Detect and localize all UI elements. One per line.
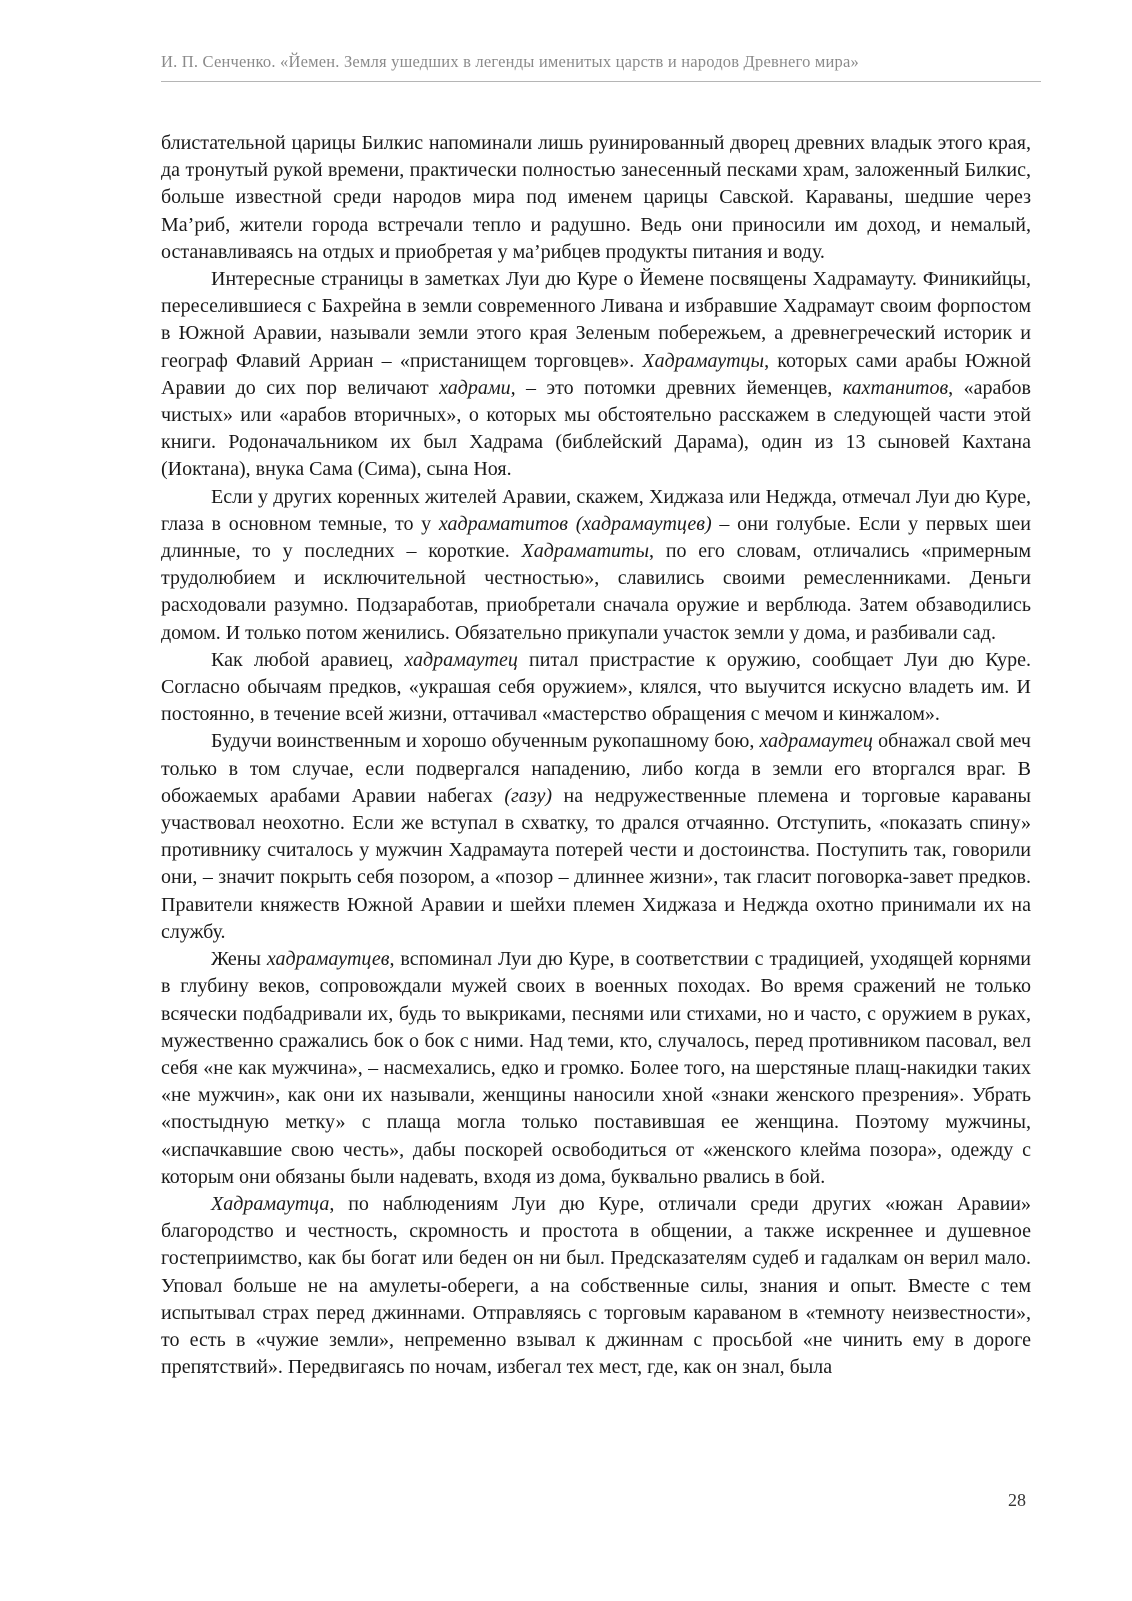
emphasized-term: Хадрамаутца [211, 1192, 330, 1215]
emphasized-term: (газу) [504, 784, 552, 807]
emphasized-term: хадрами, [439, 376, 516, 399]
paragraph: Жены хадрамаутцев, вспоминал Луи дю Куре, в соответствии с традицией, уходящей корнями в глубину веков, сопровождали мужей своих в военных походах. Во время сражений не только всячески подбадривали их, будь то выкриками, песнями или стихами, но и часто, с оружием в руках, мужественно сражались бок о бок с ними. Над теми, кто, случалось, перед противником пасовал, вел себя «не как мужчина», – насмехались, едко и громко. Более того, на шерстяные плащ-накидки таких «не мужчин», как они их называли, женщины наносили хной «знаки женского презрения». Убрать «постыдную метку» с плаща могла только поставившая ее женщина. Поэтому мужчины, «испачкавшие свою честь», дабы поскорей освободиться от «женского клейма позора», одежду с которым они обязаны были надевать, входя из дома, буквально рвались в бой. [161, 948, 1032, 1188]
paragraph: Будучи воинственным и хорошо обученным рукопашному бою, хадрамаутец обнажал свой меч только в том случае, если подвергался нападению, либо когда в земли его вторгался враг. В обожаемых арабами Аравии набегах (газу) на недружественные племена и торговые караваны участвовал неохотно. Если же вступал в схватку, то дрался отчаянно. Отступить, «показать спину» противнику считалось у мужчин Хадрамаута потерей чести и достоинства. Поступить так, говорили они, – значит покрыть себя позором, а «позор – длиннее жизни», так гласит поговорка-завет предков. Правители княжеств Южной Аравии и шейхи племен Хиджаза и Неджда охотно принимали их на службу. [161, 730, 1031, 943]
emphasized-term: Хадрамаутцы [642, 349, 765, 372]
emphasized-term: Хадраматиты [521, 540, 650, 563]
header-rule [161, 81, 1041, 82]
paragraph: Интересные страницы в заметках Луи дю Куре о Йемене посвящены Хадрамауту. Финикийцы, переселившиеся с Бахрейна в земли современного Ливана и избравшие Хадрамаут своим форпостом в Южной Аравии, называли земли этого края Зеленым побережьем, а древнегреческий историк и географ Флавий Арриан – «пристанищем торговцев». Хадрамаутцы, которых сами арабы Южной Аравии до сих пор величают хадрами, – это потомки древних йеменцев, кахтанитов, «арабов чистых» или «арабов вторичных», о которых мы обстоятельно расскажем в следующей части этой книги. Родоначальником их был Хадрама (библейский Дарама), один из 13 сыновей Кахтана (Иоктана), внука Сама (Сима), сына Ноя. [161, 268, 1031, 481]
paragraph: Как любой аравиец, хадрамаутец питал пристрастие к оружию, сообщает Луи дю Куре. Согласно обычаям предков, «украшая себя оружием», клялся, что выучится искусно владеть им. И постоянно, в течение всей жизни, оттачивал «мастерство обращения с мечом и кинжалом». [161, 648, 1032, 726]
page-number: 28 [1008, 1490, 1026, 1510]
emphasized-term: хадрамаутцев [266, 948, 390, 971]
emphasized-term: хадрамаутец [759, 730, 873, 753]
paragraph: Если у других коренных жителей Аравии, скажем, Хиджаза или Неджда, отмечал Луи дю Куре, глаза в основном темные, то у хадраматитов (хадрамаутцев) – они голубые. Если у первых шеи длинные, то у последних – короткие. Хадраматиты, по его словам, отличались «примерным трудолюбием и исключительной честностью», славились своими ремесленниками. Деньги расходовали разумно. Подзаработав, приобретали сначала оружие и верблюда. Затем обзаводились домом. И только потом женились. Обязательно прикупали участок земли у дома, и разбивали сад. [161, 485, 1031, 644]
emphasized-term: кахтанитов [842, 376, 949, 399]
paragraph: Хадрамаутца, по наблюдениям Луи дю Куре, отличали среди других «южан Аравии» благородство и честность, скромность и простота в общении, а также искреннее и душевное гостеприимство, как бы богат или беден он ни был. Предсказателям судеб и гадалкам он верил мало. Уповал больше не на амулеты-обереги, а на собственные силы, знания и опыт. Вместе с тем испытывал страх перед джиннами. Отправляясь с торговым караваном в «темноту неизвестности», то есть в «чужие земли», непременно взывал к джиннам с просьбой «не чинить ему в дороге препятствий». Передвигаясь по ночам, избегал тех мест, где, как он знал, была [161, 1192, 1031, 1379]
running-header: И. П. Сенченко. «Йемен. Земля ушедших в легенды именитых царств и народов Древнего мира» [161, 52, 859, 71]
paragraph: блистательной царицы Билкис напоминали лишь руинированный дворец древних владык этого края, да тронутый рукой времени, практически полностью занесенный песками храм, заложенный Билкис, больше известной среди народов мира под именем царицы Савской. Караваны, шедшие через Ма’риб, жители города встречали тепло и радушно. Ведь они приносили им доход, и немалый, останавливаясь на отдых и приобретая у ма’рибцев продукты питания и воду. [161, 132, 1031, 263]
body-text [161, 130, 1031, 1381]
emphasized-term: хадраматитов (хадрамаутцев) [438, 512, 712, 535]
emphasized-term: хадрамаутец [404, 648, 518, 671]
